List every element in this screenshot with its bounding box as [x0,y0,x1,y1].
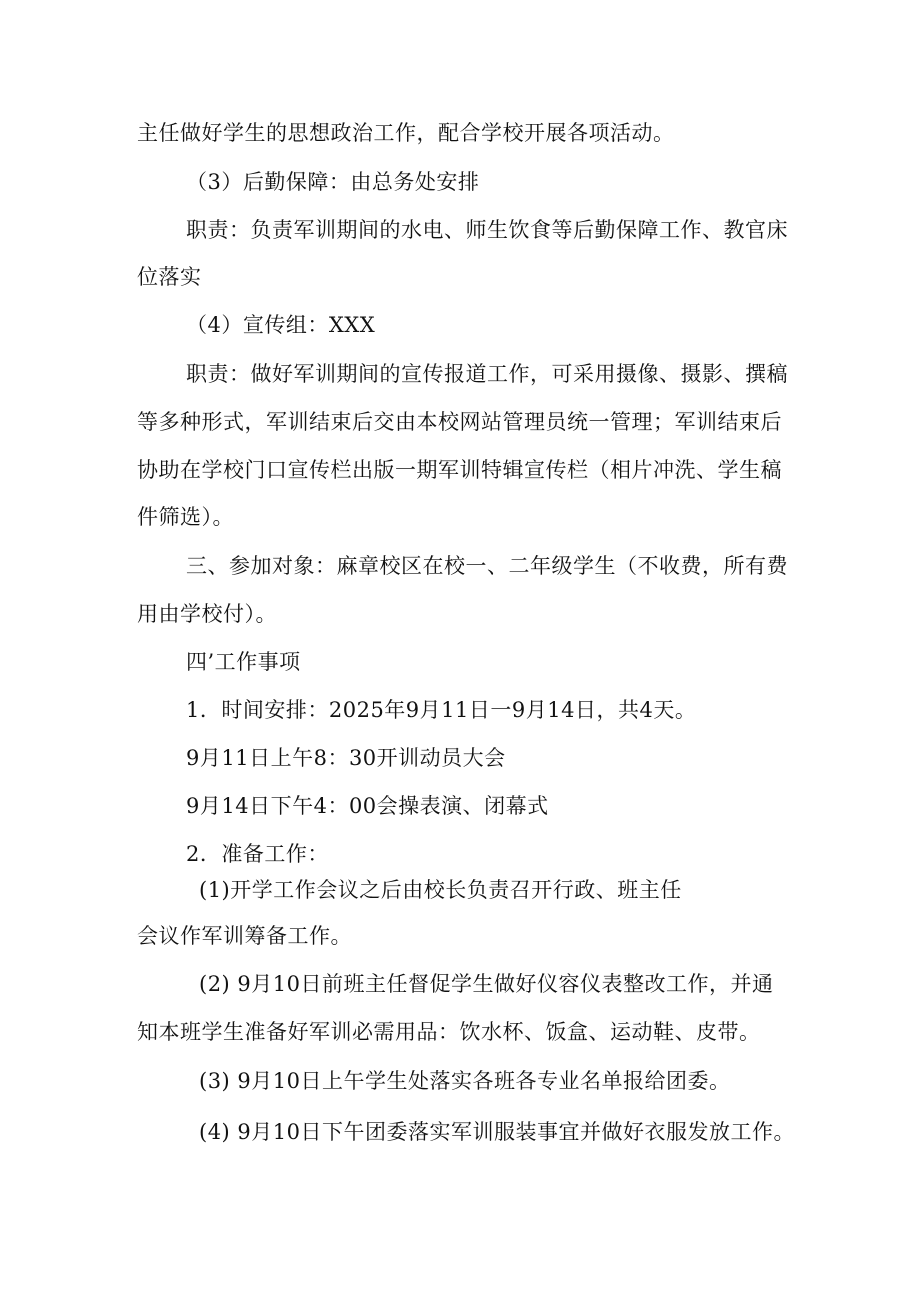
text-line: （3）后勤保障：由总务处安排 [186,170,480,194]
text-line: 三、参加对象：麻章校区在校一、二年级学生（不收费，所有费 [186,554,788,578]
text-line: 主任做好学生的思想政治工作，配合学校开展各项活动。 [137,121,675,145]
text-line: 9月11日上午8：30开训动员大会 [186,746,506,770]
text-line: 1．时间安排：2025年9月11日一9月14日，共4天。 [186,698,697,722]
text-line: 知本班学生准备好军训必需用品：饮水杯、饭盒、运动鞋、皮带。 [137,1020,761,1044]
text-line: (3) 9月10日上午学生处落实各班各专业名单报给团委。 [199,1069,731,1093]
text-line: (4) 9月10日下午团委落实军训服装事宜并做好衣服发放工作。 [199,1120,796,1144]
text-line: （4）宣传组：XXX [186,313,376,337]
text-line: 件筛选）。 [137,505,234,529]
text-line: 职责：做好军训期间的宣传报道工作，可采用摄像、摄影、撰稿 [186,362,788,386]
text-line: 9月14日下午4：00会操表演、闭幕式 [186,794,549,818]
text-line: 2．准备工作： [186,842,329,866]
text-line: 用由学校付）。 [137,602,277,626]
text-line: 位落实 [137,265,202,289]
text-line: (1)开学工作会议之后由校长负责召开行政、班主任 [199,878,682,902]
text-line: (2) 9月10日前班主任督促学生做好仪容仪表整改工作，并通 [199,972,774,996]
text-line: 协助在学校门口宣传栏出版一期军训特辑宣传栏（相片冲洗、学生稿 [137,458,782,482]
text-line: 会议作军训筹备工作。 [137,924,352,948]
text-line: 等多种形式，军训结束后交由本校网站管理员统一管理；军训结束后 [137,410,782,434]
text-line: 四’工作事项 [186,650,301,674]
text-line: 职责：负责军训期间的水电、师生饮食等后勤保障工作、教官床 [186,218,788,242]
